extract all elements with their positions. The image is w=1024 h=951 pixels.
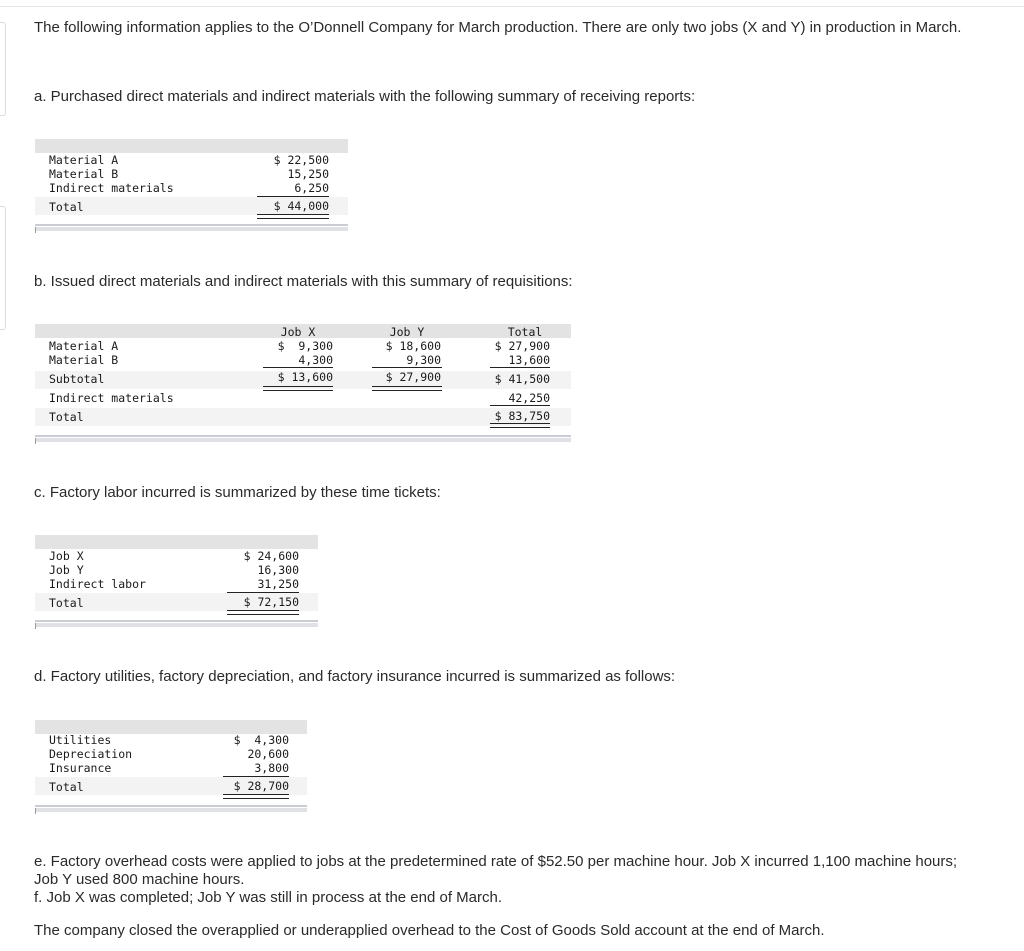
underline (263, 367, 333, 368)
table-row-label: Material B (49, 167, 119, 181)
underline (227, 592, 299, 593)
table-row-label: Total (49, 200, 84, 214)
section-b-heading: b. Issued direct materials and indirect materials with this summary of requisitions: (34, 273, 573, 290)
table-row-label: Indirect materials (49, 181, 174, 195)
table-cell-job-y: $ 27,900 (385, 370, 441, 384)
table-cell-total: $ 72,150 (243, 595, 299, 609)
table-cell-total: $ 83,750 (494, 409, 550, 423)
table-cell-job-x: $ 13,600 (277, 370, 333, 384)
table-cell-value: $ 4,300 (233, 733, 289, 747)
section-a-heading: a. Purchased direct materials and indirect materials with the following summary of receiving reports: (34, 88, 696, 105)
double-underline (223, 794, 289, 799)
table-cell-job-y: 9,300 (406, 353, 441, 367)
closing-text: The company closed the overapplied or underapplied overhead to the Cost of Goods Sold account at the end of March. (34, 922, 825, 939)
table-cell-job-y: $ 18,600 (385, 339, 441, 353)
table-cell-value: 31,250 (257, 577, 299, 591)
table-cell-total: 42,250 (508, 391, 550, 405)
underline (223, 776, 289, 777)
table-cell-total: 13,600 (508, 353, 550, 367)
table-cell-job-x: 4,300 (298, 353, 333, 367)
underline (490, 367, 550, 368)
table-cell-value: $ 22,500 (273, 153, 329, 167)
table-row-label: Material A (49, 153, 119, 167)
table-row-label: Indirect labor (49, 577, 146, 591)
table-row-label: Total (49, 780, 84, 794)
double-underline (227, 610, 299, 615)
table-receiving-reports (35, 139, 348, 234)
table-row-label: Material B (49, 353, 119, 367)
underline (490, 405, 550, 406)
underline (372, 367, 442, 368)
section-c-heading: c. Factory labor incurred is summarized by these time tickets: (34, 484, 441, 501)
table-row-label: Depreciation (49, 747, 133, 761)
table-row-label: Total (49, 596, 84, 610)
table-cell-value: 3,800 (254, 761, 289, 775)
table-cell-total: $ 28,700 (233, 779, 289, 793)
table-row-label: Total (49, 410, 84, 424)
table-row-label: Indirect materials (49, 391, 174, 405)
table-row-label: Job X (49, 549, 84, 563)
table-cell-value: 6,250 (294, 181, 329, 195)
intro-paragraph: The following information applies to the O’Donnell Company for March production. There are only two jobs (X and Y) in production in March. (34, 19, 962, 36)
double-underline (490, 423, 550, 428)
table-cell-value: 20,600 (247, 747, 289, 761)
double-underline (263, 386, 333, 391)
table-cell-total: $ 27,900 (494, 339, 550, 353)
table-time-tickets (35, 535, 318, 630)
table-row-label: Subtotal (49, 372, 105, 386)
double-underline (257, 214, 329, 219)
table-cell-value: $ 24,600 (243, 549, 299, 563)
table-requisitions (35, 324, 571, 446)
section-d-heading: d. Factory utilities, factory depreciation, and factory insurance incurred is summarized as follows: (34, 668, 676, 685)
table-cell-value: 16,300 (257, 563, 299, 577)
table-cell-total: $ 41,500 (494, 372, 550, 386)
left-panel-edge (0, 206, 6, 330)
table-cell-value: 15,250 (287, 167, 329, 181)
table-cell-job-x: $ 9,300 (277, 339, 333, 353)
section-f-text: f. Job X was completed; Job Y was still in process at the end of March. (34, 889, 503, 906)
table-cell-total: $ 44,000 (273, 199, 329, 213)
column-header-total: Total (507, 325, 543, 339)
underline (257, 196, 329, 197)
top-divider (0, 6, 1024, 7)
left-panel-edge (0, 22, 6, 116)
table-row-label: Material A (49, 339, 119, 353)
table-factory-overhead (35, 720, 307, 815)
table-row-label: Utilities (49, 733, 112, 747)
section-e-text: e. Factory overhead costs were applied to jobs at the predetermined rate of $52.50 per machine hour. Job X incurred 1,100 machine hours; Job Y used 800 machine hours. (34, 853, 958, 888)
table-row-label: Insurance (49, 761, 112, 775)
column-header-job-x: Job X (280, 325, 316, 339)
column-header-job-y: Job Y (389, 325, 425, 339)
table-row-label: Job Y (49, 563, 84, 577)
double-underline (372, 386, 442, 391)
